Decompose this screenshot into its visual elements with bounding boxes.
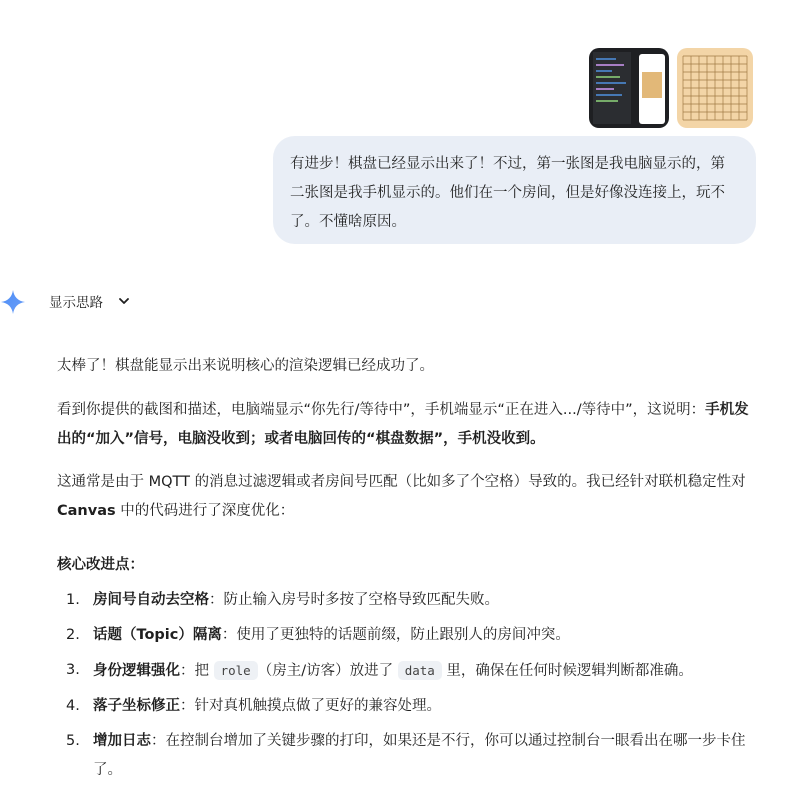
improvements-heading <box>57 551 757 580</box>
inline-code: data <box>398 661 442 680</box>
thinking-label: 显示思路 <box>49 295 103 311</box>
item-text: 使用了更独特的话题前缀，防止跟别人的房间冲突。 <box>236 627 570 643</box>
item-sep: ： <box>221 627 237 643</box>
item-text: 里，确保在任何时候逻辑判断都准确。 <box>441 663 693 679</box>
response-text: 看到你提供的截图和描述，电脑端显示“你先行/等待中”，手机端显示“正在进入.../等待中”，这说明： <box>57 402 706 418</box>
list-number: 1. <box>66 592 80 608</box>
code-line <box>596 100 618 102</box>
item-sep: ： <box>151 733 166 749</box>
list-item <box>66 692 756 721</box>
inline-code: role <box>214 661 258 680</box>
list-number: 2. <box>66 627 80 643</box>
chevron-down-icon <box>117 294 131 308</box>
item-title: 身份逻辑强化 <box>93 663 180 679</box>
response-paragraph-2 <box>57 396 757 454</box>
user-message-bubble <box>273 136 756 244</box>
code-line <box>596 70 612 72</box>
item-text: 防止输入房号时多按了空格导致匹配失败。 <box>223 592 499 608</box>
item-title: 增加日志 <box>93 733 151 749</box>
attachments <box>589 48 753 128</box>
code-line <box>596 82 626 84</box>
response-text: 这通常是由于 MQTT 的消息过滤逻辑或者房间号匹配（比如多了个空格）导致的。我已经针对联机稳定性对 <box>57 474 746 490</box>
list-number: 4. <box>66 698 80 714</box>
code-line <box>596 88 614 90</box>
code-line <box>596 58 616 60</box>
item-sep: ： <box>180 698 195 714</box>
attachment-phone-screenshot[interactable] <box>677 48 753 128</box>
item-title: 房间号自动去空格 <box>93 592 209 608</box>
code-line <box>596 94 622 96</box>
item-text: 在控制台增加了关键步骤的打印，如果还是不行，你可以通过控制台一眼看出在哪一步卡住了。 <box>93 733 746 778</box>
attachment-computer-screenshot[interactable] <box>589 48 669 128</box>
list-item <box>66 586 756 615</box>
go-board-image <box>677 48 753 128</box>
gemini-spark-icon <box>0 289 26 315</box>
response-text: 太棒了！棋盘能显示出来说明核心的渲染逻辑已经成功了。 <box>57 358 434 374</box>
response-bold-text: 手机发出的“加入”信号，电脑没收到；或者电脑回传的“棋盘数据”，手机没收到。 <box>57 402 749 447</box>
improvements-list <box>66 586 756 785</box>
list-number: 3. <box>66 662 80 678</box>
mini-board <box>642 72 662 98</box>
item-title: 落子坐标修正 <box>93 698 180 714</box>
list-item <box>66 656 756 686</box>
list-number: 5. <box>66 733 80 749</box>
preview-panel <box>639 54 665 124</box>
response-bold-text: Canvas <box>57 503 116 519</box>
list-item <box>66 727 756 785</box>
response-text: 中的代码进行了深度优化： <box>115 503 295 519</box>
list-item <box>66 621 756 650</box>
code-line <box>596 76 620 78</box>
item-sep: ： <box>209 592 224 608</box>
item-title: 话题（Topic）隔离 <box>93 627 222 643</box>
item-sep: ： <box>180 663 195 679</box>
item-text: 把 <box>194 663 214 679</box>
item-text: （房主/访客）放进了 <box>257 663 398 679</box>
code-line <box>596 64 624 66</box>
response-paragraph-3 <box>57 468 757 526</box>
response-paragraph-1 <box>57 352 757 381</box>
user-message-text: 有进步！棋盘已经显示出来了！不过，第一张图是我电脑显示的，第二张图是我手机显示的。他们在一个房间，但是好像没连接上，玩不了。不懂啥原因。 <box>290 156 725 230</box>
heading-text: 核心改进点： <box>57 557 144 573</box>
item-text: 针对真机触摸点做了更好的兼容处理。 <box>194 698 441 714</box>
